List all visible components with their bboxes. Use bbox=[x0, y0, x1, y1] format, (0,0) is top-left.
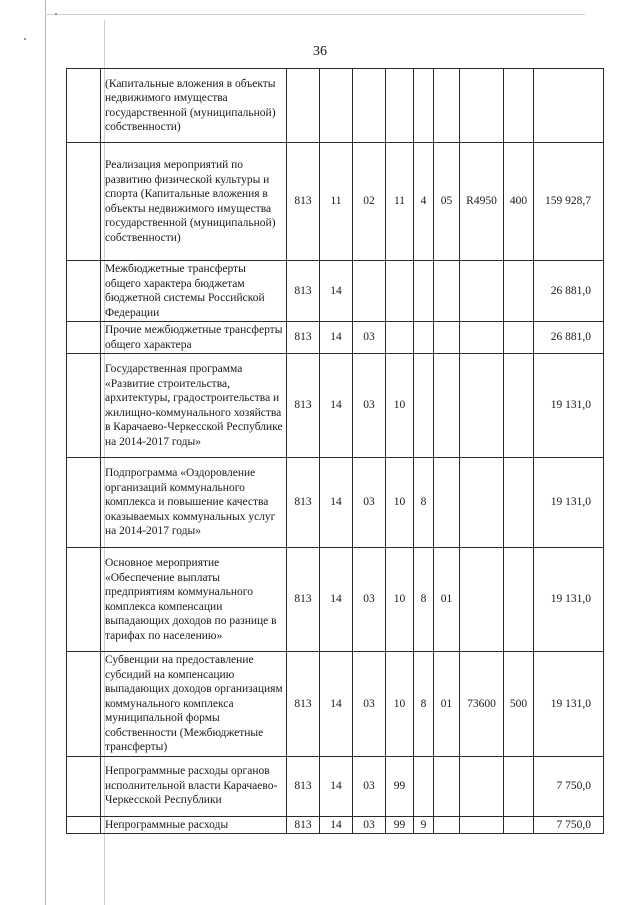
code-cell-c3 bbox=[353, 69, 386, 143]
code-cell-c2 bbox=[320, 69, 353, 143]
code-cell-c3: 03 bbox=[353, 816, 386, 834]
code-cell-c4: 10 bbox=[386, 652, 414, 757]
code-cell-c7 bbox=[460, 261, 504, 322]
table-row bbox=[67, 548, 604, 652]
code-cell-c2: 14 bbox=[320, 354, 353, 458]
row-description: Субвенции на предоставление субсидий на компенсацию выпадающих доходов организациям коммунального комплекса муниципальной формы собственности (Межбюджетные трансферты) bbox=[101, 652, 287, 757]
code-cell-c1: 813 bbox=[287, 756, 320, 816]
code-cell-c6 bbox=[434, 261, 460, 322]
code-cell-c8: 500 bbox=[504, 652, 534, 757]
code-cell-c6: 01 bbox=[434, 548, 460, 652]
code-cell-c4: 10 bbox=[386, 354, 414, 458]
row-description: (Капитальные вложения в объекты недвижимого имущества государственной (муниципальной) собственности) bbox=[101, 69, 287, 143]
code-cell-c6 bbox=[434, 458, 460, 548]
code-cell-c1: 813 bbox=[287, 652, 320, 757]
code-cell-c5 bbox=[414, 756, 434, 816]
table-row bbox=[67, 816, 604, 834]
code-cell-c2: 14 bbox=[320, 261, 353, 322]
row-index-cell bbox=[67, 816, 101, 834]
row-description: Подпрограмма «Оздоровление организаций коммунального комплекса и повышение качества оказываемых коммунальных услуг на 2014-2017 годы» bbox=[101, 458, 287, 548]
row-index-cell bbox=[67, 261, 101, 322]
code-cell-c6: 01 bbox=[434, 652, 460, 757]
table-row bbox=[67, 261, 604, 322]
code-cell-c1: 813 bbox=[287, 143, 320, 261]
code-cell-c5: 9 bbox=[414, 816, 434, 834]
amount-cell: 26 881,0 bbox=[534, 322, 604, 354]
amount-cell: 159 928,7 bbox=[534, 143, 604, 261]
code-cell-c4 bbox=[386, 261, 414, 322]
amount-cell: 7 750,0 bbox=[534, 756, 604, 816]
code-cell-c6: 05 bbox=[434, 143, 460, 261]
code-cell-c8 bbox=[504, 69, 534, 143]
code-cell-c7 bbox=[460, 354, 504, 458]
row-description: Государственная программа «Развитие строительства, архитектуры, градостроительства и жилищно-коммунального хозяйства в Карачаево-Черкесской Республике на 2014-2017 годы» bbox=[101, 354, 287, 458]
amount-cell: 19 131,0 bbox=[534, 458, 604, 548]
row-description: Непрограммные расходы органов исполнительной власти Карачаево-Черкесской Республики bbox=[101, 756, 287, 816]
code-cell-c4 bbox=[386, 322, 414, 354]
row-index-cell bbox=[67, 756, 101, 816]
amount-cell: 26 881,0 bbox=[534, 261, 604, 322]
code-cell-c2: 14 bbox=[320, 548, 353, 652]
code-cell-c7 bbox=[460, 756, 504, 816]
row-index-cell bbox=[67, 69, 101, 143]
code-cell-c1: 813 bbox=[287, 322, 320, 354]
code-cell-c3: 03 bbox=[353, 652, 386, 757]
code-cell-c2: 14 bbox=[320, 816, 353, 834]
table-row bbox=[67, 143, 604, 261]
scan-artifact-left-rule bbox=[45, 0, 46, 905]
row-index-cell bbox=[67, 322, 101, 354]
code-cell-c6 bbox=[434, 69, 460, 143]
code-cell-c4: 10 bbox=[386, 458, 414, 548]
code-cell-c4 bbox=[386, 69, 414, 143]
amount-cell: 19 131,0 bbox=[534, 354, 604, 458]
amount-cell bbox=[534, 69, 604, 143]
code-cell-c5: 8 bbox=[414, 548, 434, 652]
code-cell-c3 bbox=[353, 261, 386, 322]
code-cell-c5: 8 bbox=[414, 458, 434, 548]
row-index-cell bbox=[67, 652, 101, 757]
code-cell-c4: 10 bbox=[386, 548, 414, 652]
code-cell-c6 bbox=[434, 354, 460, 458]
table-row bbox=[67, 458, 604, 548]
code-cell-c7 bbox=[460, 816, 504, 834]
row-index-cell bbox=[67, 354, 101, 458]
code-cell-c1: 813 bbox=[287, 548, 320, 652]
table-row bbox=[67, 322, 604, 354]
code-cell-c2: 11 bbox=[320, 143, 353, 261]
table-row bbox=[67, 69, 604, 143]
scan-artifact-dot bbox=[55, 13, 57, 15]
row-index-cell bbox=[67, 458, 101, 548]
row-description: Непрограммные расходы bbox=[101, 816, 287, 834]
code-cell-c4: 11 bbox=[386, 143, 414, 261]
row-index-cell bbox=[67, 548, 101, 652]
code-cell-c1: 813 bbox=[287, 458, 320, 548]
code-cell-c7 bbox=[460, 69, 504, 143]
code-cell-c1: 813 bbox=[287, 261, 320, 322]
row-description: Прочие межбюджетные трансферты общего характера bbox=[101, 322, 287, 354]
amount-cell: 19 131,0 bbox=[534, 652, 604, 757]
code-cell-c7: 73600 bbox=[460, 652, 504, 757]
page-number: 36 bbox=[313, 44, 327, 59]
amount-cell: 19 131,0 bbox=[534, 548, 604, 652]
table-row bbox=[67, 756, 604, 816]
table-row bbox=[67, 652, 604, 757]
code-cell-c2: 14 bbox=[320, 322, 353, 354]
code-cell-c3: 03 bbox=[353, 322, 386, 354]
amount-cell: 7 750,0 bbox=[534, 816, 604, 834]
code-cell-c5 bbox=[414, 261, 434, 322]
code-cell-c5 bbox=[414, 322, 434, 354]
code-cell-c4: 99 bbox=[386, 756, 414, 816]
code-cell-c4: 99 bbox=[386, 816, 414, 834]
code-cell-c7 bbox=[460, 322, 504, 354]
scan-artifact-top-rule bbox=[45, 14, 585, 15]
code-cell-c5: 4 bbox=[414, 143, 434, 261]
table-row bbox=[67, 354, 604, 458]
code-cell-c8 bbox=[504, 548, 534, 652]
code-cell-c2: 14 bbox=[320, 458, 353, 548]
code-cell-c6 bbox=[434, 816, 460, 834]
code-cell-c5: 8 bbox=[414, 652, 434, 757]
code-cell-c3: 03 bbox=[353, 354, 386, 458]
code-cell-c3: 03 bbox=[353, 548, 386, 652]
code-cell-c8: 400 bbox=[504, 143, 534, 261]
scan-artifact-dot bbox=[24, 38, 26, 40]
code-cell-c3: 03 bbox=[353, 458, 386, 548]
code-cell-c3: 03 bbox=[353, 756, 386, 816]
code-cell-c8 bbox=[504, 261, 534, 322]
code-cell-c1 bbox=[287, 69, 320, 143]
row-description: Основное мероприятие «Обеспечение выплаты предприятиям коммунального комплекса компенсации выпадающих доходов по разнице в тарифах по населению» bbox=[101, 548, 287, 652]
code-cell-c7 bbox=[460, 548, 504, 652]
code-cell-c7: R4950 bbox=[460, 143, 504, 261]
code-cell-c8 bbox=[504, 354, 534, 458]
code-cell-c3: 02 bbox=[353, 143, 386, 261]
code-cell-c2: 14 bbox=[320, 756, 353, 816]
row-index-cell bbox=[67, 143, 101, 261]
code-cell-c1: 813 bbox=[287, 816, 320, 834]
code-cell-c5 bbox=[414, 69, 434, 143]
budget-table bbox=[66, 68, 604, 834]
code-cell-c6 bbox=[434, 322, 460, 354]
code-cell-c8 bbox=[504, 458, 534, 548]
code-cell-c8 bbox=[504, 816, 534, 834]
code-cell-c8 bbox=[504, 756, 534, 816]
code-cell-c8 bbox=[504, 322, 534, 354]
row-description: Межбюджетные трансферты общего характера бюджетам бюджетной системы Российской Федерации bbox=[101, 261, 287, 322]
code-cell-c2: 14 bbox=[320, 652, 353, 757]
code-cell-c6 bbox=[434, 756, 460, 816]
code-cell-c5 bbox=[414, 354, 434, 458]
row-description: Реализация мероприятий по развитию физической культуры и спорта (Капитальные вложения в объекты недвижимого имущества государственной (муниципальной) собственности) bbox=[101, 143, 287, 261]
code-cell-c7 bbox=[460, 458, 504, 548]
code-cell-c1: 813 bbox=[287, 354, 320, 458]
